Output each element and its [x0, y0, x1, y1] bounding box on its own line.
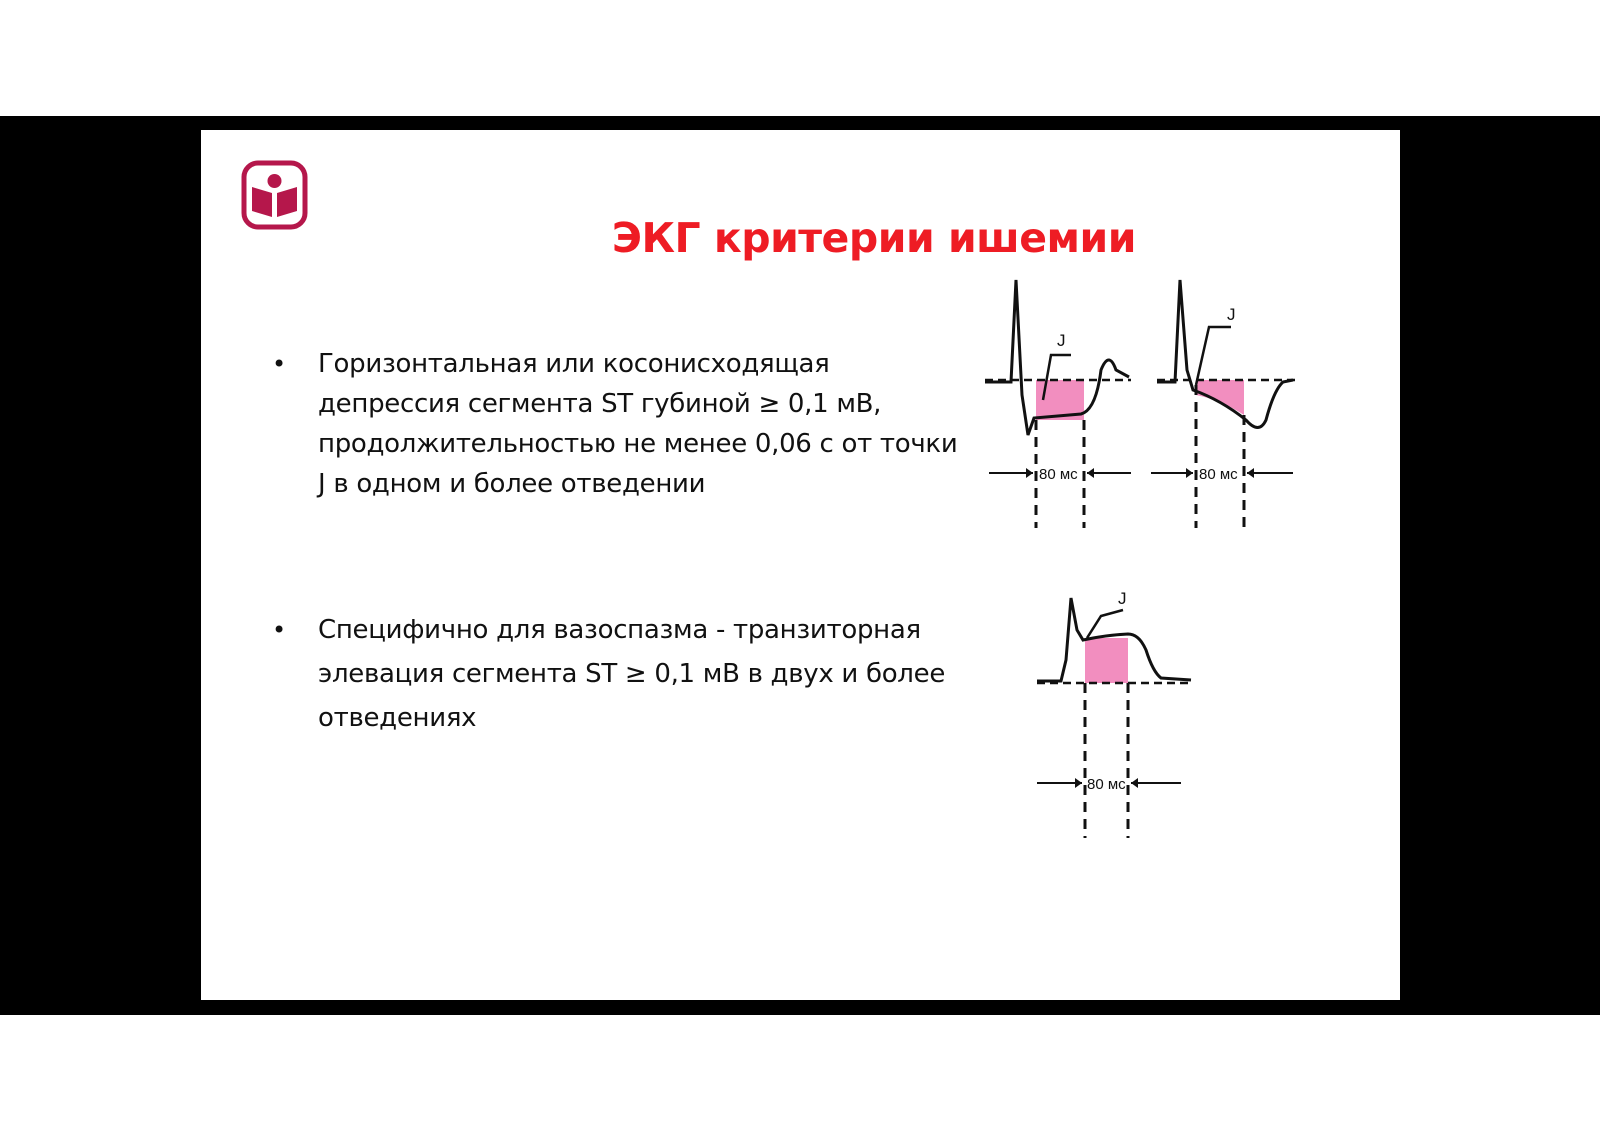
- interval-label: 80 мс: [1039, 466, 1078, 483]
- bullet-line: Специфично для вазоспазма - транзиторная: [318, 615, 921, 645]
- bullet-dot: •: [272, 616, 286, 644]
- bullet-st-elevation: [272, 608, 946, 740]
- j-point-label: J: [1057, 331, 1066, 350]
- ecg-st-elevation-diagram: [1031, 590, 1201, 850]
- ecg-downsloping-depression-diagram: [1151, 270, 1331, 530]
- bullet-line: продолжительностью не менее 0,06 с от точки: [318, 429, 958, 459]
- j-point-pointer: [1196, 327, 1231, 385]
- st-shaded-area: [1196, 380, 1244, 415]
- bullet-line: J в одном и более отведении: [318, 469, 706, 499]
- st-shaded-area: [1085, 638, 1128, 683]
- slide: [201, 130, 1400, 1000]
- interval-label: 80 мс: [1087, 776, 1126, 793]
- ecg-horizontal-depression-diagram: [981, 270, 1151, 530]
- interval-label: 80 мс: [1199, 466, 1238, 483]
- slide-title: ЭКГ критерии ишемии: [611, 214, 1136, 262]
- bullet-line: Горизонтальная или косонисходящая: [318, 349, 830, 379]
- bullet-line: депрессия сегмента ST губиной ≥ 0,1 мВ,: [318, 389, 882, 419]
- bullet-line: отведениях: [318, 703, 477, 733]
- j-point-label: J: [1227, 305, 1236, 324]
- bullet-line: элевация сегмента ST ≥ 0,1 мВ в двух и более: [318, 659, 946, 689]
- ecg-waveform: [1157, 280, 1293, 428]
- bullet-st-depression: [272, 344, 958, 504]
- bullet-dot: •: [272, 350, 286, 378]
- j-point-label: J: [1118, 590, 1127, 608]
